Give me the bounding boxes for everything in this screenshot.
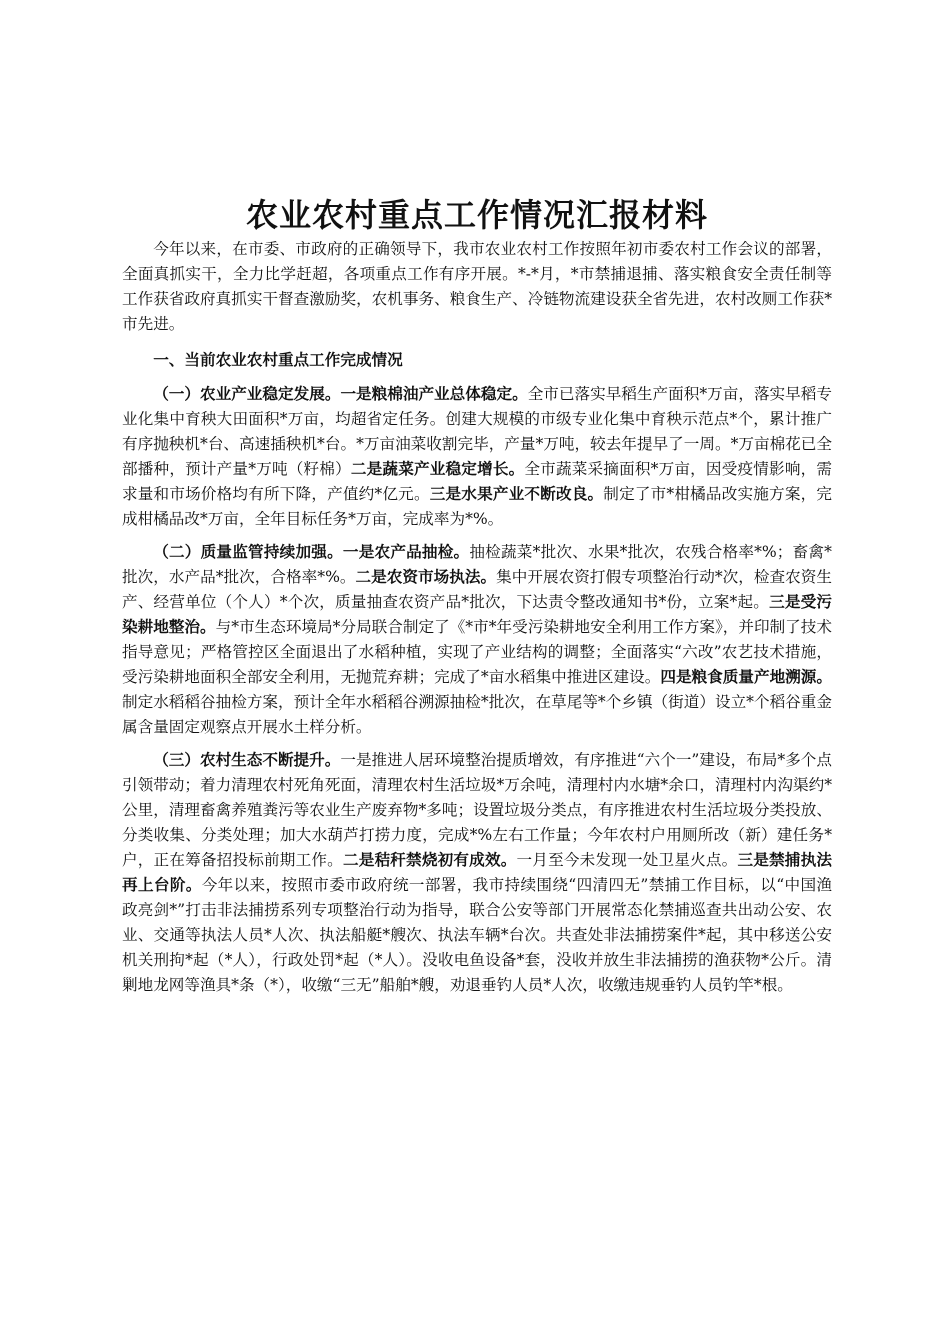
- point-sampling-text: 抽检蔬菜*批次、水果*批次，农残合格率*%；畜禽*批次，水产品*批次，合格率*%。: [122, 543, 832, 586]
- document-page: [122, 193, 832, 998]
- point-fruit-title: 三是水果产业不断改良。: [429, 485, 604, 503]
- paragraph-industry: [122, 382, 832, 532]
- point-vegetable-text: 全市蔬菜采摘面积*万亩，因受疫情影响，需求量和市场价格均有所下降，产值约*亿元。: [122, 460, 832, 503]
- point-traceability-text: 制定水稻稻谷抽检方案，预计全年水稻稻谷溯源抽检*批次，在草尾等*个乡镇（街道）设立*个稻谷重金属含量固定观察点开展水土样分析。: [122, 693, 832, 736]
- point-market-enforcement-title: 二是农资市场执法。: [355, 568, 497, 586]
- point-fishing-ban-title: 三是禁捕执法再上台阶。: [122, 851, 832, 894]
- paragraph-quality: [122, 540, 832, 740]
- heading-industry: （一）农业产业稳定发展。: [153, 385, 341, 403]
- point-polluted-land-title: 三是受污染耕地整治。: [122, 593, 832, 636]
- point-sampling-title: 一是农产品抽检。: [342, 543, 470, 561]
- point-fishing-ban-text: 今年以来，按照市委市政府统一部署，我市持续围绕“四清四无”禁捕工作目标，以“中国渔政亮剑*”打击非法捕捞系列专项整治行动为指导，联合公安等部门开展常态化禁捕巡查共出动公安、农业、交通等执法人员*人次、执法船艇*艘次、执法车辆*台次。共查处非法捕捞案件*起，其中移送公安机关刑拘*起（*人），行政处罚*起（*人）。没收电鱼设备*套，没收并放生非法捕捞的渔获物*公斤。清剿地龙网等渔具*条（*），收缴“三无”船舶*艘，劝退垂钓人员*人次，收缴违规垂钓人员钓竿*根。: [122, 876, 832, 994]
- point-grain-cotton-oil-title: 一是粮棉油产业总体稳定。: [340, 385, 528, 403]
- point-vegetable-title: 二是蔬菜产业稳定增长。: [350, 460, 525, 478]
- intro-paragraph: 今年以来，在市委、市政府的正确领导下，我市农业农村工作按照年初市委农村工作会议的部署，全面真抓实干，全力比学赶超，各项重点工作有序开展。*-*月，*市禁捕退捕、落实粮食安全责任制等工作获省政府真抓实干督查激励奖，农机事务、粮食生产、冷链物流建设获全省先进，农村改厕工作获*市先进。: [122, 240, 832, 333]
- point-market-enforcement-text: 集中开展农资打假专项整治行动*次，检查农资生产、经营单位（个人）*个次，质量抽查农资产品*批次，下达责令整改通知书*份，立案*起。: [122, 568, 832, 611]
- heading-ecology: （三）农村生态不断提升。: [153, 751, 341, 769]
- heading-quality: （二）质量监管持续加强。: [153, 543, 343, 561]
- point-traceability-title: 四是粮食质量产地溯源。: [660, 668, 832, 686]
- point-straw-text: 一月至今未发现一处卫星火点。: [516, 851, 738, 869]
- point-fruit-text: 制定了市*柑橘品改实施方案，完成柑橘品改*万亩，全年目标任务*万亩，完成率为*%。: [122, 485, 832, 528]
- point-environment-text: 一是推进人居环境整治提质增效，有序推进“六个一”建设，布局*多个点引领带动；着力清理农村死角死面，清理农村生活垃圾*万余吨，清理村内水塘*余口，清理村内沟渠约*公里，清理畜禽养殖粪污等农业生产废弃物*多吨；设置垃圾分类点，有序推进农村生活垃圾分类投放、分类收集、分类处理；加大水葫芦打捞力度，完成*%左右工作量；今年农村户用厕所改（新）建任务*户，正在筹备招投标前期工作。: [122, 751, 832, 869]
- paragraph-ecology: [122, 748, 832, 998]
- point-polluted-land-text: 与*市生态环境局*分局联合制定了《*市*年受污染耕地安全利用工作方案》，并印制了技术指导意见；严格管控区全面退出了水稻种植，实现了产业结构的调整；全面落实“六改”农艺技术措施，受污染耕地面积全部安全利用，无抛荒弃耕；完成了*亩水稻集中推进区建设。: [122, 618, 832, 686]
- point-straw-title: 二是秸秆禁烧初有成效。: [342, 851, 517, 869]
- document-title: 农业农村重点工作情况汇报材料: [245, 196, 708, 234]
- point-grain-cotton-oil-text: 全市已落实早稻生产面积*万亩，落实早稻专业化集中育秧大田面积*万亩，均超省定任务。创建大规模的市级专业化集中育秧示范点*个，累计推广有序抛秧机*台、高速插秧机*台。*万亩油菜收割完毕，产量*万吨，较去年提早了一周。*万亩棉花已全部播种，预计产量*万吨（籽棉）: [122, 385, 832, 478]
- section-heading: 一、当前农业农村重点工作完成情况: [153, 351, 403, 369]
